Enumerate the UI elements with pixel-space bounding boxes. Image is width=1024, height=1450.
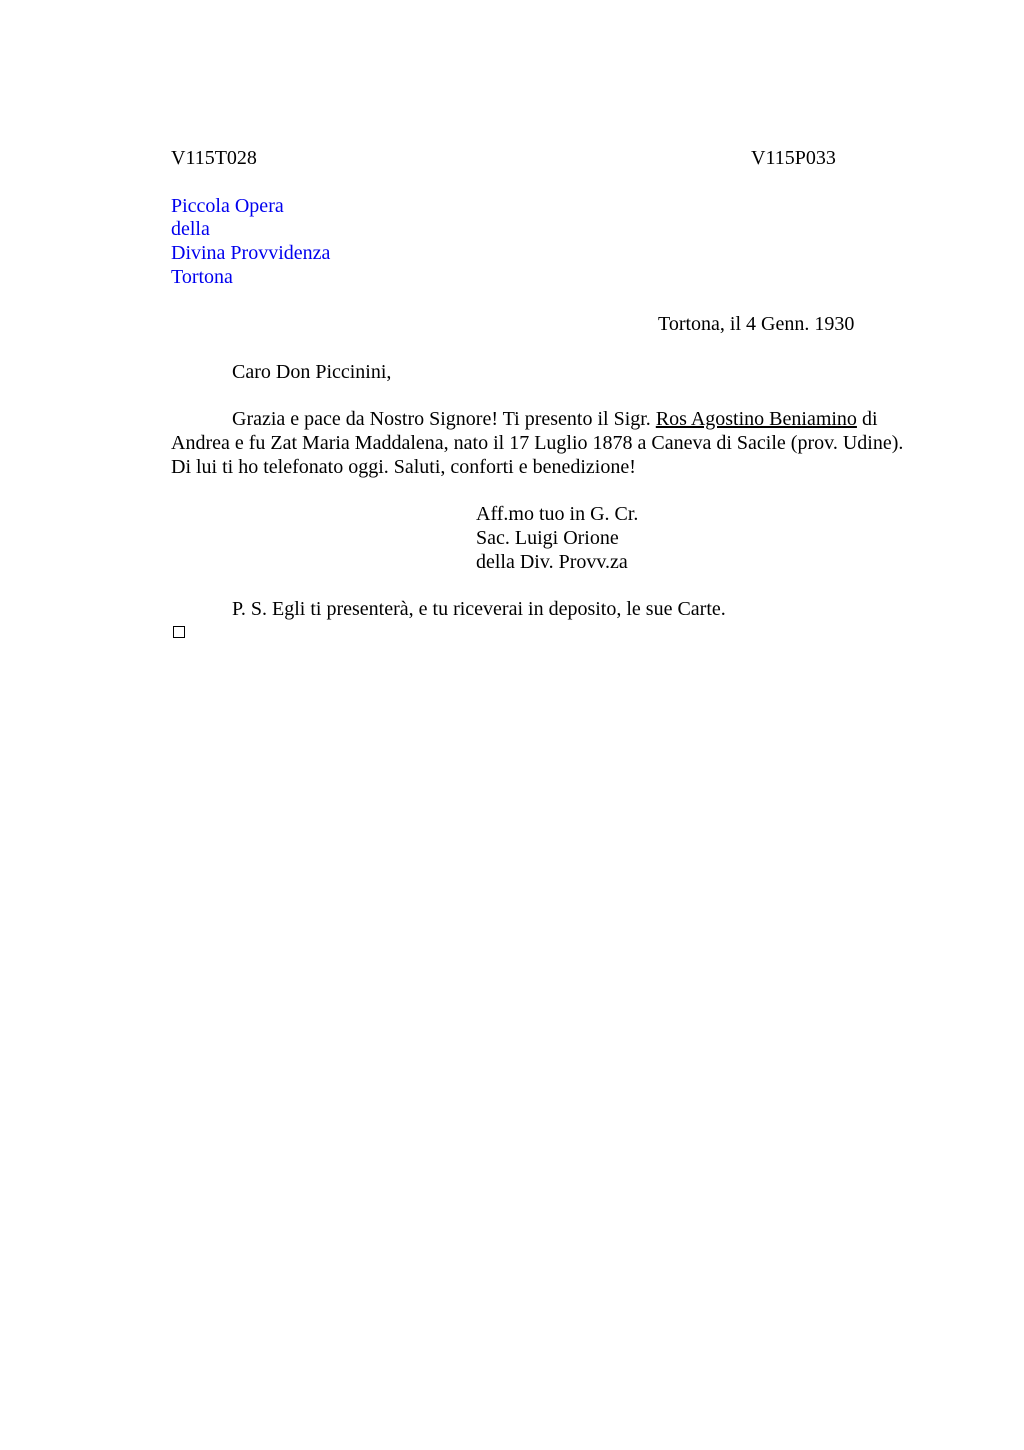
date-line: Tortona, il 4 Genn. 1930 bbox=[658, 313, 855, 335]
letterhead-line: Divina Provvidenza bbox=[171, 242, 331, 264]
letterhead-line: della bbox=[171, 218, 210, 240]
body-text-before-name: Grazia e pace da Nostro Signore! Ti presento il Sigr. bbox=[232, 408, 656, 430]
salutation: Caro Don Piccinini, bbox=[232, 361, 392, 383]
postscript: P. S. Egli ti presenterà, e tu riceverai in deposito, le sue Carte. bbox=[232, 598, 726, 620]
letterhead-line: Piccola Opera bbox=[171, 195, 284, 217]
body-paragraph bbox=[171, 407, 911, 479]
body-text-after-name: di Andrea e fu Zat Maria Maddalena, nato il 17 Luglio 1878 a Caneva di Sacile (prov. Udine). Di lui ti ho telefonato oggi. Saluti, conforti e benedizione! bbox=[171, 408, 904, 478]
letterhead-line: Tortona bbox=[171, 266, 233, 288]
signature-line: della Div. Provv.za bbox=[476, 551, 628, 573]
signature-line: Aff.mo tuo in G. Cr. bbox=[476, 503, 639, 525]
signature-line: Sac. Luigi Orione bbox=[476, 527, 619, 549]
end-of-document-box-icon bbox=[173, 626, 185, 638]
document-code-left: V115T028 bbox=[171, 147, 257, 169]
document-code-right: V115P033 bbox=[751, 147, 836, 169]
underlined-name: Ros Agostino Beniamino bbox=[655, 408, 857, 430]
